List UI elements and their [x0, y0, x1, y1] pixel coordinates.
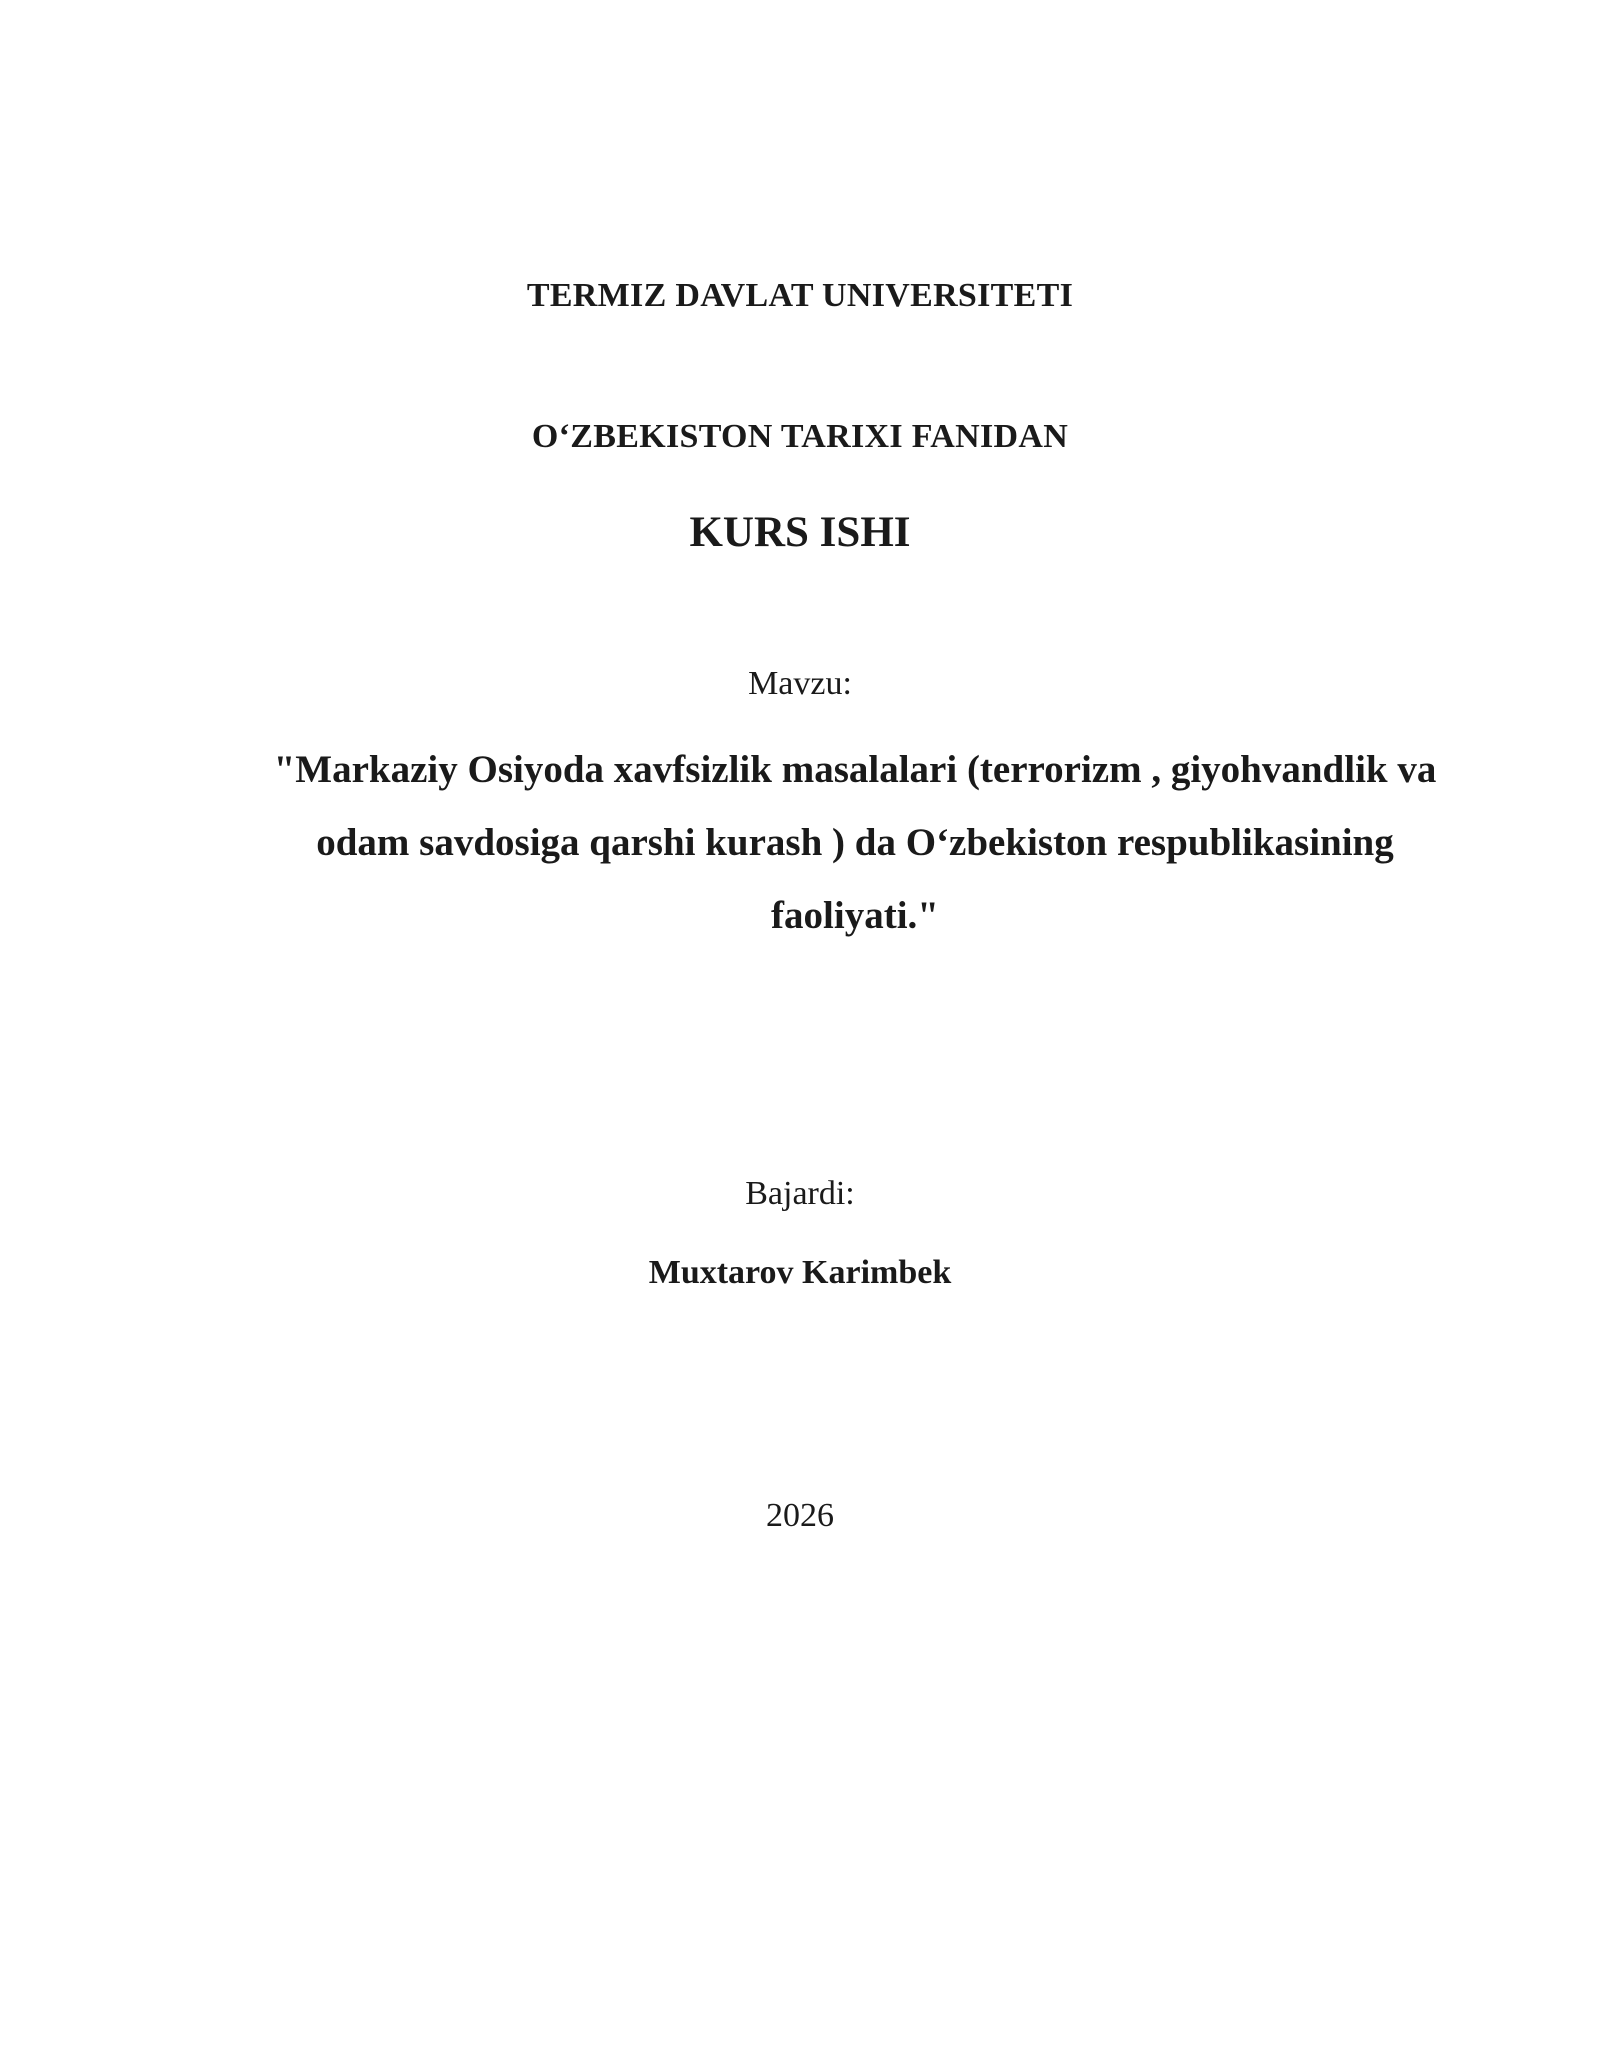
topic-title	[190, 733, 1520, 952]
author-label: Bajardi:	[745, 1175, 855, 1212]
work-type-heading: KURS ISHI	[689, 509, 911, 556]
year: 2026	[766, 1497, 834, 1534]
topic-label: Mavzu:	[748, 665, 852, 702]
subject-heading: O‘ZBEKISTON TARIXI FANIDAN	[531, 418, 1069, 455]
topic-line: odam savdosiga qarshi kurash ) da O‘zbekiston respublikasining	[316, 821, 1394, 864]
topic-line: faoliyati."	[771, 894, 939, 937]
topic-line: "Markaziy Osiyoda xavfsizlik masalalari (terrorizm , giyohvandlik va	[273, 748, 1437, 791]
university-name: TERMIZ DAVLAT UNIVERSITETI	[526, 277, 1074, 314]
author-name: Muxtarov Karimbek	[648, 1254, 952, 1291]
